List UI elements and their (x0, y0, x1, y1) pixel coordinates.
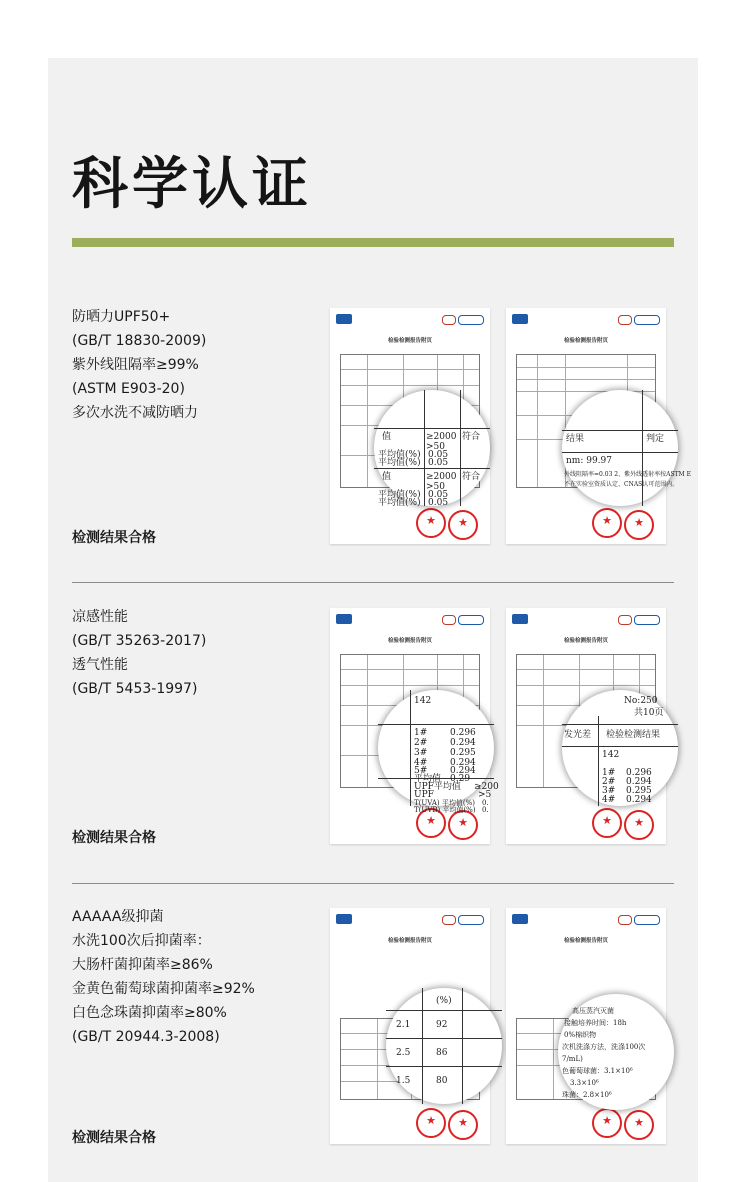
cma-logo-icon (442, 915, 456, 925)
zoom-text: 5# (414, 766, 428, 776)
zoom-text: 142 (602, 750, 620, 760)
seal-stamp-icon (592, 808, 622, 838)
seal-stamp-icon (624, 510, 654, 540)
result-label: 检测结果合格 (72, 1130, 156, 1146)
zoom-text: 0.295 (450, 748, 476, 758)
zoom-text: 0.295 (626, 786, 652, 796)
zoom-text: 结果 (566, 434, 585, 444)
zoom-text: 共10页 (634, 708, 664, 718)
gtc-logo-icon (336, 914, 352, 924)
report-header (336, 914, 484, 928)
zoom-text: 符合 (462, 432, 481, 442)
zoom-text: 高压蒸汽灭菌 (572, 1007, 614, 1015)
report-page-1 (330, 308, 490, 544)
zoom-text: 平均值(%) (378, 458, 421, 468)
desc-line: 凉感性能 (72, 609, 128, 625)
zoom-text: 7/mL) (562, 1055, 583, 1063)
desc-line: 多次水洗不减防晒力 (72, 405, 198, 421)
zoom-text: 0. (482, 806, 489, 814)
zoom-text: UPF (414, 790, 434, 800)
zoom-text: 0.05 (428, 458, 449, 468)
result-label: 检测结果合格 (72, 830, 156, 846)
magnifier-zoom (558, 994, 674, 1110)
zoom-text: 0%棉织物 (564, 1031, 597, 1039)
report-page-4 (506, 608, 666, 844)
desc-line: 水洗100次后抑菌率： (72, 933, 211, 949)
section-divider (72, 582, 674, 583)
cnas-logo-icon (458, 915, 484, 925)
zoom-text: 0.294 (626, 795, 652, 805)
page-title: 科学认证 (72, 152, 312, 217)
zoom-text: 2# (602, 777, 616, 787)
seal-stamp-icon (624, 1110, 654, 1140)
desc-line: 金黄色葡萄球菌抑菌率≥92% (72, 981, 255, 997)
cma-logo-icon (618, 915, 632, 925)
desc-line: (GB/T 18830-2009) (72, 333, 207, 349)
cnas-logo-icon (634, 315, 660, 325)
desc-line: (GB/T 35263-2017) (72, 633, 207, 649)
zoom-text: >50 (426, 442, 445, 452)
zoom-text: 3# (414, 748, 428, 758)
cnas-logo-icon (458, 615, 484, 625)
zoom-text: 检验检测结果 (606, 730, 661, 740)
report-title: 检验检测报告附页 (563, 938, 608, 944)
result-label: 检测结果合格 (72, 530, 156, 546)
zoom-text: 1# (602, 768, 616, 778)
seal-stamp-icon (416, 508, 446, 538)
gtc-logo-icon (512, 314, 528, 324)
zoom-text: (%) (436, 996, 452, 1006)
zoom-text: 0.294 (450, 738, 476, 748)
zoom-text: nm: 99.97 (566, 456, 612, 466)
section-description (72, 905, 302, 1049)
zoom-text: No:250 (624, 696, 658, 706)
seal-stamp-icon (416, 1108, 446, 1138)
zoom-text: T(UVB) 平均值(%) (414, 806, 476, 814)
desc-line: (GB/T 5453-1997) (72, 681, 198, 697)
seal-stamp-icon (592, 508, 622, 538)
zoom-text: 接触培养时间：18h (564, 1019, 627, 1027)
zoom-text: 2.1 (396, 1020, 411, 1030)
magnifier-zoom (386, 988, 502, 1104)
report-title: 检验检测报告附页 (563, 638, 608, 644)
report-header (512, 614, 660, 628)
section-description (72, 305, 302, 425)
zoom-text: 4# (602, 795, 616, 805)
zoom-text: 平均值(%) (378, 490, 421, 500)
zoom-text: 3.3×10⁶ (570, 1079, 599, 1087)
cnas-logo-icon (634, 615, 660, 625)
zoom-text: 平均值(%) (378, 450, 421, 460)
report-title: 检验检测报告附页 (387, 638, 432, 644)
zoom-text: UPF平均值 (414, 782, 461, 792)
zoom-text: 86 (436, 1048, 448, 1058)
section-description (72, 605, 302, 701)
zoom-text: 符合 (462, 472, 481, 482)
zoom-text: 1# (414, 728, 428, 738)
zoom-text: 判定 (646, 434, 665, 444)
zoom-text: 80 (436, 1076, 448, 1086)
zoom-text: 0.296 (450, 728, 476, 738)
zoom-text: 0.29 (450, 774, 471, 784)
zoom-text: 平均值 (414, 774, 442, 784)
report-title: 检验检测报告附页 (563, 338, 608, 344)
cma-logo-icon (442, 315, 456, 325)
zoom-text: 0.294 (450, 758, 476, 768)
gtc-logo-icon (336, 614, 352, 624)
zoom-text: 0.05 (428, 498, 449, 508)
zoom-text: 次机洗涤方法，洗涤100次 (562, 1043, 646, 1051)
report-page-5 (330, 908, 490, 1144)
gtc-logo-icon (336, 314, 352, 324)
report-page-2 (506, 308, 691, 544)
cma-logo-icon (618, 315, 632, 325)
zoom-text: >5 (478, 790, 492, 800)
cma-logo-icon (618, 615, 632, 625)
seal-stamp-icon (448, 510, 478, 540)
magnifier-zoom (374, 390, 490, 506)
zoom-text: 2# (414, 738, 428, 748)
seal-stamp-icon (592, 1108, 622, 1138)
zoom-text: T(UVA) 平均值(%) (414, 799, 476, 807)
desc-line: (GB/T 20944.3-2008) (72, 1029, 220, 1045)
report-page-3 (330, 608, 499, 844)
report-title: 检验检测报告附页 (387, 938, 432, 944)
magnifier-zoom (562, 390, 691, 506)
zoom-text: 平均值(%) (378, 498, 421, 508)
desc-line: (ASTM E903-20) (72, 381, 185, 397)
zoom-text: 0.296 (626, 768, 652, 778)
seal-stamp-icon (624, 810, 654, 840)
zoom-text: 不在实验室资质认定、CNAS认可范围内。 (564, 481, 679, 488)
zoom-text: >50 (426, 482, 445, 492)
zoom-text: 珠菌：2.8×10⁶ (562, 1091, 612, 1099)
magnifier-zoom (378, 690, 499, 814)
magnifier-zoom (562, 690, 678, 806)
cnas-logo-icon (634, 915, 660, 925)
zoom-text: 2.5 (396, 1048, 411, 1058)
zoom-text: ≥2000 (426, 472, 457, 482)
gtc-logo-icon (512, 614, 528, 624)
cnas-logo-icon (458, 315, 484, 325)
zoom-text: 1.5 (396, 1076, 411, 1086)
desc-line: AAAAA级抑菌 (72, 909, 164, 925)
title-underline (72, 238, 674, 247)
desc-line: 透气性能 (72, 657, 128, 673)
desc-line: 大肠杆菌抑菌率≥86% (72, 957, 213, 973)
zoom-text: 色葡萄球菌：3.1×10⁶ (562, 1067, 633, 1075)
report-header (512, 314, 660, 328)
cma-logo-icon (442, 615, 456, 625)
zoom-text: 0.05 (428, 450, 449, 460)
desc-line: 紫外线阻隔率≥99% (72, 357, 199, 373)
seal-stamp-icon (448, 1110, 478, 1140)
zoom-text: 3# (602, 786, 616, 796)
desc-line: 防晒力UPF50+ (72, 309, 171, 325)
zoom-text: 外线阻隔率=0.03 2、紫外线透射率按ASTM E (564, 471, 691, 478)
gtc-logo-icon (512, 914, 528, 924)
zoom-text: 值 (382, 472, 392, 482)
report-header (512, 914, 660, 928)
report-page-6 (506, 908, 666, 1144)
zoom-text: 0.05 (428, 490, 449, 500)
zoom-text: 0.294 (450, 766, 476, 776)
report-title: 检验检测报告附页 (387, 338, 432, 344)
zoom-text: 92 (436, 1020, 448, 1030)
zoom-text: 4# (414, 758, 428, 768)
zoom-text: 值 (382, 432, 392, 442)
report-header (336, 314, 484, 328)
desc-line: 白色念珠菌抑菌率≥80% (72, 1005, 227, 1021)
zoom-text: 142 (414, 696, 432, 706)
zoom-text: ≥200 (474, 782, 499, 792)
zoom-text: 0. (482, 799, 489, 807)
zoom-text: 发光差 (564, 730, 592, 740)
zoom-text: ≥2000 (426, 432, 457, 442)
report-header (336, 614, 484, 628)
section-divider (72, 883, 674, 884)
zoom-text: 0.294 (626, 777, 652, 787)
